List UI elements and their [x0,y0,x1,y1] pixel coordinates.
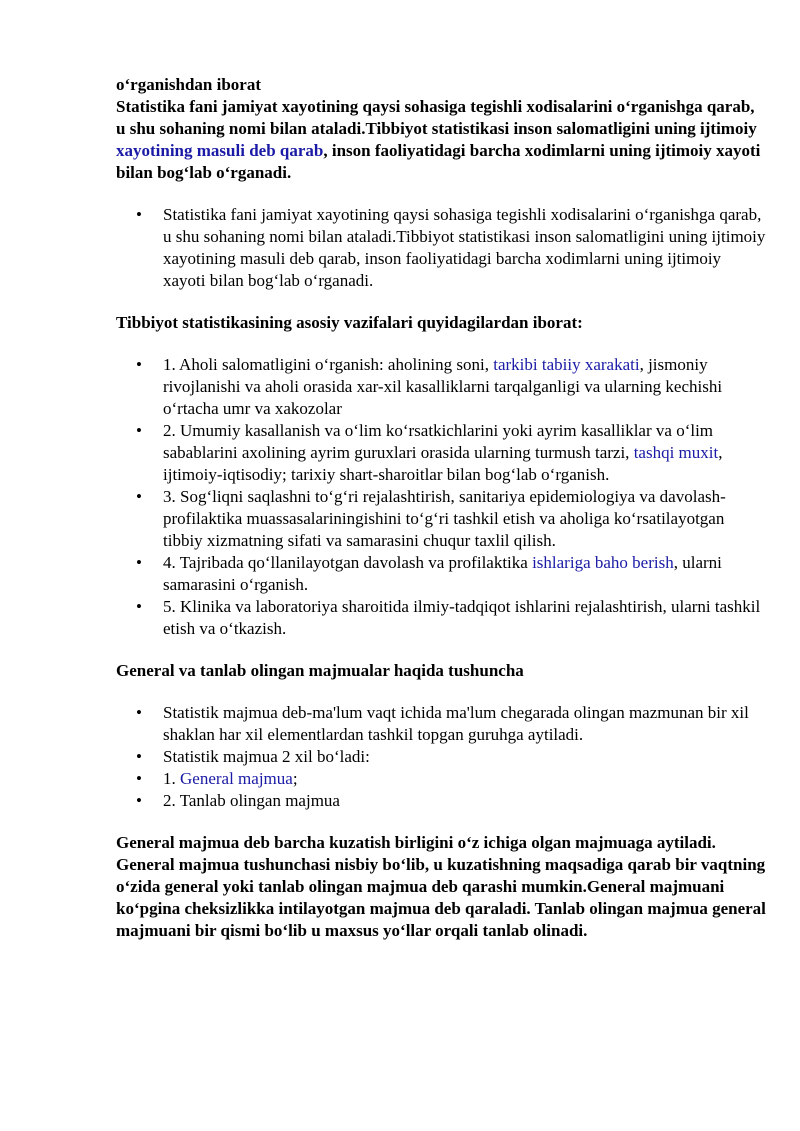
intro-text-a: Statistika fani jamiyat xayotining qaysi sohasiga tegishli xodisalarini o‘rganishga qarab, u shu sohaning nomi bilan ataladi.Tibbiyot statistikasi inson salomatligini uning ijtimoiy [116,97,757,138]
list-item-text: Statistik majmua deb-ma'lum vaqt ichida ma'lum chegarada olingan mazmunan bir xil shaklan har xil elementlardan tashkil topgan guruhga aytiladi. [163,703,749,744]
conclusion-paragraph: General majmua deb barcha kuzatish birligini o‘z ichiga olgan majmuaga aytiladi. General majmua tushunchasi nisbiy bo‘lib, u kuzatishning maqsadiga qarab bir vaqtning o‘zida general yoki tanlab olingan majmua deb qarashi mumkin.General majmuani ko‘pgina cheksizlikka intilayotgan majmua deb qaraladi. Tanlab olingan majmua general majmuani bir qismi bo‘lib u maxsus yo‘llar orqali tanlab olinadi. [116,833,766,940]
list-item-text: , jismoniy rivojlanishi va aholi orasida xar-xil kasalliklarni tarqalganligi va ularning kechishi o‘rtacha umr va xakozolar [163,355,723,418]
list-item-text: , ularni samarasini o‘rganish. [163,553,722,594]
general-heading: General va tanlab olingan majmualar haqida tushuncha [116,661,524,680]
general-list [116,702,766,812]
list-item [116,768,766,790]
intro-line: o‘rganishdan iborat [116,75,261,94]
bullet-icon: • [136,355,142,374]
list-item [116,790,766,812]
document-page [116,74,766,942]
list-item-text: 1. [163,769,180,788]
general-majmua-link[interactable]: General majmua [180,769,293,788]
list-item [116,702,766,746]
list-item-text: 5. Klinika va laboratoriya sharoitida ilmiy-tadqiqot ishlarini rejalashtirish, ularni tashkil etish va o‘tkazish. [163,597,761,638]
intro-text-b: , inson faoliyatidagi barcha xodimlarni uning ijtimoiy xayoti bilan bog‘lab o‘rganadi. [116,141,761,182]
intro-link[interactable]: xayotining masuli deb qarab [116,141,324,160]
list-item [116,746,766,768]
list-item-text: Statistika fani jamiyat xayotining qaysi sohasiga tegishli xodisalarini o‘rganishga qarab, u shu sohaning nomi bilan ataladi.Tibbiyot statistikasi inson salomatligini uning ijtimoiy xayotining masuli deb qarab, inson faoliyatidagi barcha xodimlarni uning ijtimoiy xayoti bilan bog‘lab o‘rganadi. [163,205,766,290]
list-item [116,204,766,292]
bullet-icon: • [136,597,142,616]
list-item [116,552,766,596]
bullet-icon: • [136,769,142,788]
list-item [116,420,766,486]
bullet-icon: • [136,747,142,766]
intro-bullet-list [116,204,766,292]
bullet-icon: • [136,553,142,572]
bullet-icon: • [136,791,142,810]
task2-link[interactable]: tashqi muxit [633,443,719,462]
bullet-icon: • [136,703,142,722]
list-item [116,596,766,640]
list-item-text: ; [292,769,298,788]
bullet-icon: • [136,421,142,440]
tasks-list [116,354,766,640]
list-item-text: 2. Tanlab olingan majmua [163,791,340,810]
tasks-heading: Tibbiyot statistikasining asosiy vazifalari quyidagilardan iborat: [116,313,583,332]
list-item-text: 2. Umumiy kasallanish va o‘lim ko‘rsatkichlarini yoki ayrim kasalliklar va o‘lim sabablarini axolining ayrim guruxlari orasida ularning turmush tarzi, [163,421,714,462]
bullet-icon: • [136,487,142,506]
intro-paragraph [116,96,766,184]
list-item [116,354,766,420]
list-item-text: 3. Sog‘liqni saqlashni to‘g‘ri rejalashtirish, sanitariya epidemiologiya va davolash-profilaktika muassasalariningishini to‘g‘ri tashkil etish va aholiga ko‘rsatilayotgan tibbiy xizmatning sifati va samarasini chuqur taxlil qilish. [163,487,726,550]
list-item-text: 1. Aholi salomatligini o‘rganish: aholining soni, [163,355,494,374]
task4-link[interactable]: ishlariga baho berish [532,553,674,572]
list-item-text: 4. Tajribada qo‘llanilayotgan davolash va profilaktika [163,553,533,572]
task1-link[interactable]: tarkibi tabiiy xarakati [493,355,640,374]
list-item-text: Statistik majmua 2 xil bo‘ladi: [163,747,370,766]
bullet-icon: • [136,205,142,224]
list-item-text: , ijtimoiy-iqtisodiy; tarixiy shart-sharoitlar bilan bog‘lab o‘rganish. [163,443,723,484]
list-item [116,486,766,552]
